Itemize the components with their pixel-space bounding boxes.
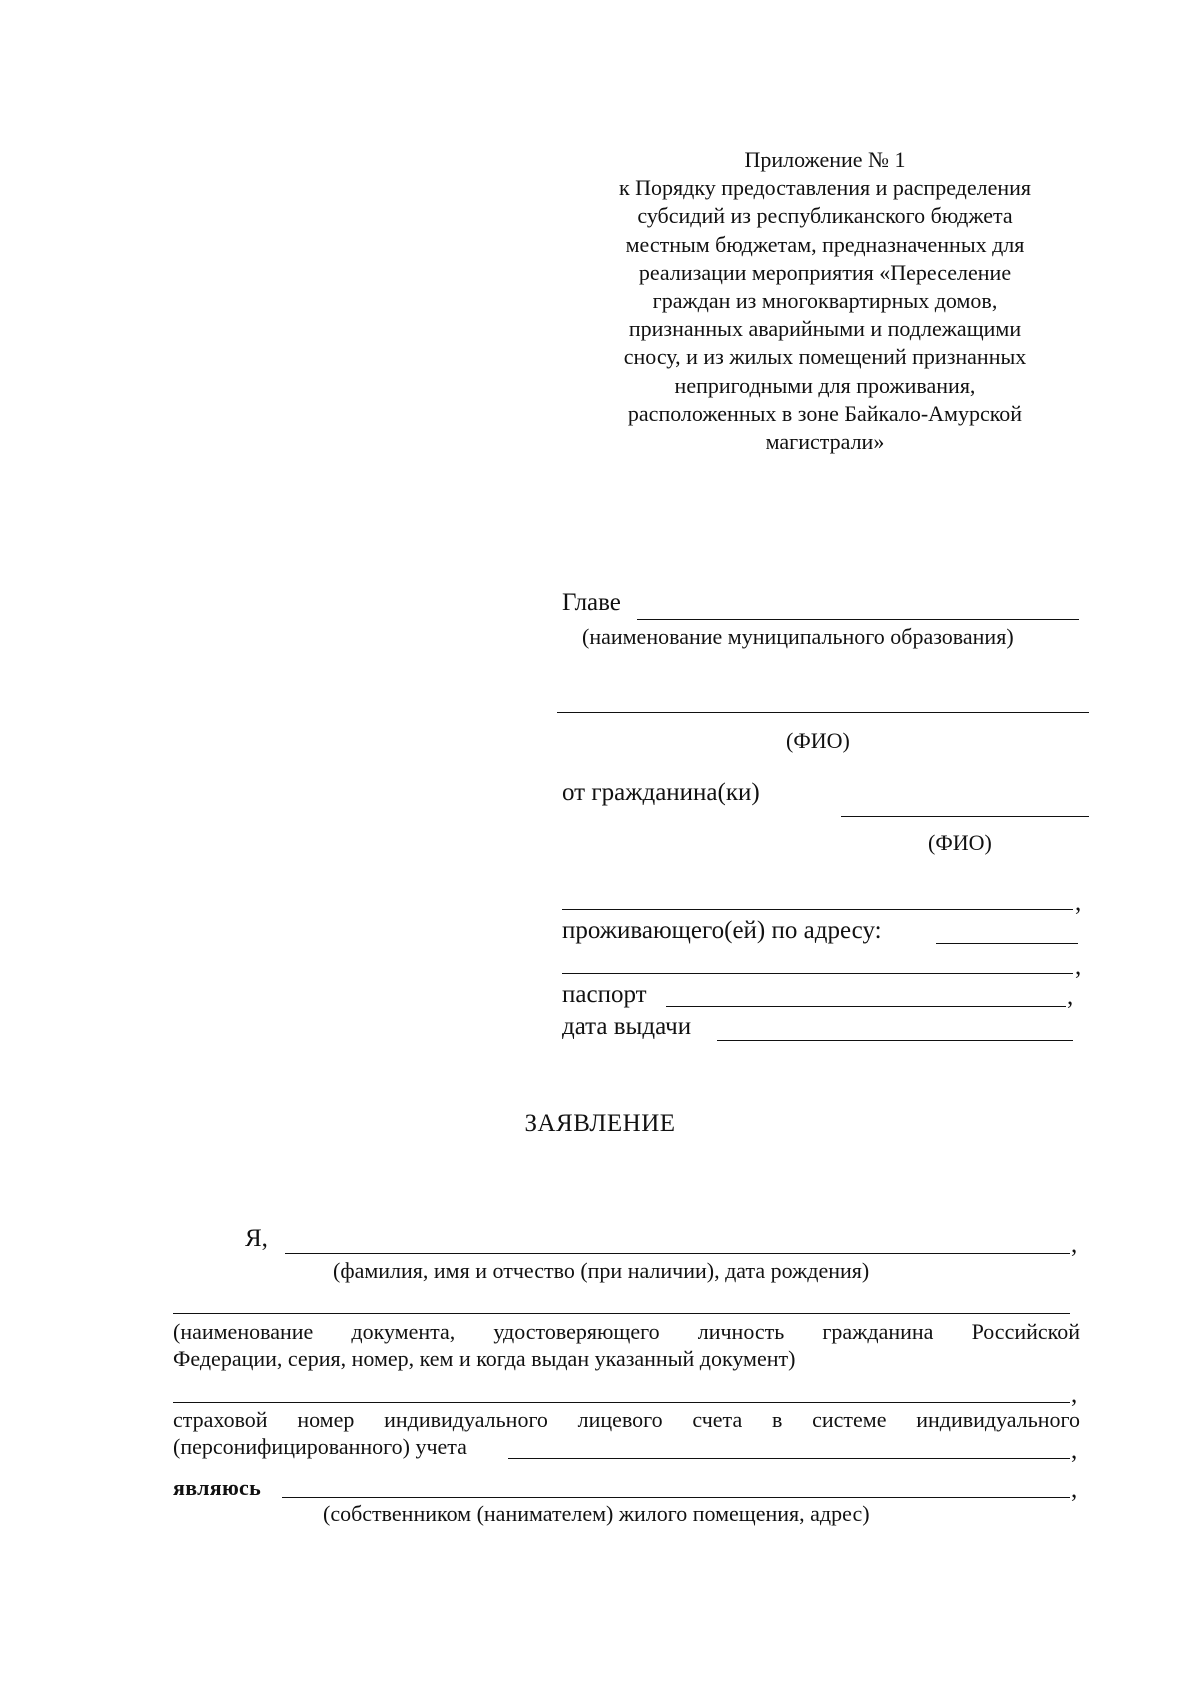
appendix-line: к Порядку предоставления и распределения: [618, 175, 1032, 201]
identity-document-continued-field-line[interactable]: [173, 1402, 1070, 1403]
citizen-fio-hint: (ФИО): [928, 830, 992, 855]
address-field-line[interactable]: [936, 943, 1078, 944]
passport-field-line[interactable]: [666, 1006, 1066, 1007]
citizen-fio-field-line[interactable]: [841, 816, 1089, 817]
document-title: ЗАЯВЛЕНИЕ: [524, 1110, 676, 1137]
appendix-line: Приложение № 1: [744, 147, 906, 172]
comma: ,: [1071, 1381, 1078, 1408]
appendix-line: расположенных в зоне Байкало-Амурской: [627, 400, 1023, 426]
appendix-line: субсидий из республиканского бюджета: [637, 203, 1013, 229]
am-label: являюсь: [173, 1475, 262, 1500]
address-label: проживающего(ей) по адресу:: [562, 917, 882, 944]
municipality-hint: (наименование муниципального образования): [582, 624, 1014, 649]
issue-date-field-line[interactable]: [717, 1040, 1073, 1041]
appendix-line: признанных аварийными и подлежащими: [628, 316, 1022, 342]
comma: ,: [1071, 1231, 1078, 1258]
owner-field-line[interactable]: [282, 1497, 1070, 1498]
appendix-header: [560, 146, 1090, 456]
full-name-field-line[interactable]: [285, 1253, 1070, 1254]
appendix-line: сносу, и из жилых помещений признанных: [623, 344, 1027, 370]
appendix-line: местным бюджетам, предназначенных для: [625, 231, 1025, 257]
snils-label-line1: страховой номер индивидуального лицевого счета в системе индивидуального: [173, 1407, 1080, 1432]
identity-document-hint-line1: (наименование документа, удостоверяющего личность гражданина Российской: [173, 1319, 1080, 1344]
identity-document-hint-line2: Федерации, серия, номер, кем и когда выдан указанный документ): [173, 1346, 796, 1371]
appendix-line: непригодными для проживания,: [674, 372, 976, 398]
comma: ,: [1071, 1476, 1078, 1503]
municipality-field-line[interactable]: [637, 619, 1079, 620]
full-name-hint: (фамилия, имя и отчество (при наличии), дата рождения): [333, 1258, 870, 1283]
snils-field-line[interactable]: [508, 1458, 1070, 1459]
i-label: Я,: [245, 1225, 268, 1252]
from-citizen-label: от гражданина(ки): [562, 779, 760, 806]
comma: ,: [1075, 889, 1082, 916]
owner-hint: (собственником (нанимателем) жилого помещения, адрес): [323, 1501, 870, 1526]
address-continued-field-line[interactable]: [562, 973, 1073, 974]
head-fio-hint: (ФИО): [786, 728, 850, 753]
snils-label-line2: (персонифицированного) учета: [173, 1434, 467, 1459]
comma: ,: [1067, 983, 1074, 1010]
citizen-extra-field-line[interactable]: [562, 909, 1073, 910]
passport-label: паспорт: [562, 981, 647, 1008]
appendix-line: реализации мероприятия «Переселение: [638, 259, 1012, 285]
appendix-line: граждан из многоквартирных домов,: [652, 288, 998, 314]
appendix-line: магистрали»: [765, 429, 885, 455]
comma: ,: [1075, 953, 1082, 980]
head-label: Главе: [562, 589, 621, 616]
comma: ,: [1071, 1437, 1078, 1464]
identity-document-field-line[interactable]: [173, 1313, 1070, 1314]
issue-date-label: дата выдачи: [562, 1013, 692, 1040]
head-fio-field-line[interactable]: [557, 712, 1089, 713]
